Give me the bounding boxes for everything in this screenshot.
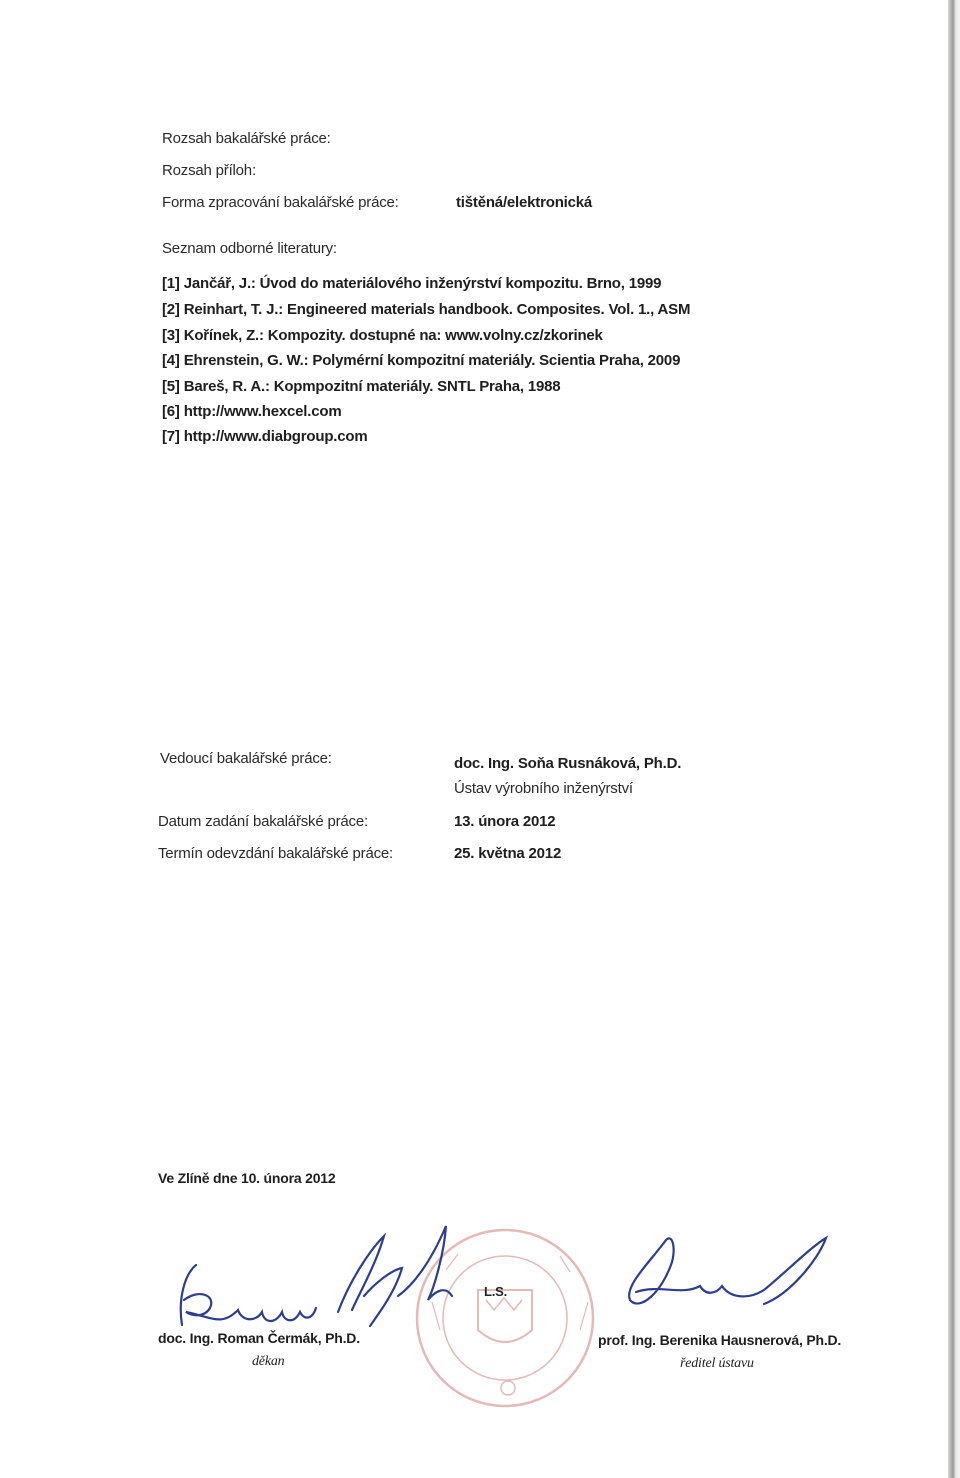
form-value: tištěná/elektronická [456, 194, 593, 211]
literature-item: [4] Ehrenstein, G. W.: Polymérní kompozitní materiály. Scientia Praha, 2009 [162, 352, 681, 369]
literature-item: [2] Reinhart, T. J.: Engineered materials handbook. Composites. Vol. 1., ASM [162, 301, 691, 318]
seal-mark: L.S. [484, 1284, 508, 1299]
place-date: Ve Zlíně dne 10. února 2012 [158, 1170, 336, 1186]
assigned-date-value: 13. února 2012 [454, 813, 556, 830]
form-label: Forma zpracování bakalářské práce: [162, 194, 399, 211]
literature-item: [6] http://www.hexcel.com [162, 403, 342, 420]
due-date-label: Termín odevzdání bakalářské práce: [158, 845, 393, 862]
dean-name: doc. Ing. Roman Čermák, Ph.D. [158, 1330, 360, 1346]
literature-item: [3] Kořínek, Z.: Kompozity. dostupné na: www.volny.cz/zkorinek [162, 327, 603, 344]
literature-heading: Seznam odborné literatury: [162, 240, 337, 257]
scope-label: Rozsah bakalářské práce: [162, 130, 331, 147]
scan-edge [948, 0, 960, 1478]
supervisor-label: Vedoucí bakalářské práce: [160, 750, 332, 767]
literature-item: [5] Bareš, R. A.: Kopmpozitní materiály. SNTL Praha, 1988 [162, 378, 561, 395]
due-date-value: 25. května 2012 [454, 845, 562, 862]
supervisor-department: Ústav výrobního inženýrství [454, 780, 633, 797]
assigned-date-label: Datum zadání bakalářské práce: [158, 813, 368, 830]
literature-item: [7] http://www.diabgroup.com [162, 428, 368, 445]
supervisor-name: doc. Ing. Soňa Rusnáková, Ph.D. [454, 755, 682, 772]
literature-item: [1] Jančář, J.: Úvod do materiálového inženýrství kompozitu. Brno, 1999 [162, 275, 662, 292]
dean-role: děkan [252, 1354, 285, 1369]
director-role: ředitel ústavu [680, 1356, 754, 1371]
director-name: prof. Ing. Berenika Hausnerová, Ph.D. [598, 1332, 842, 1348]
attachments-label: Rozsah příloh: [162, 162, 256, 179]
